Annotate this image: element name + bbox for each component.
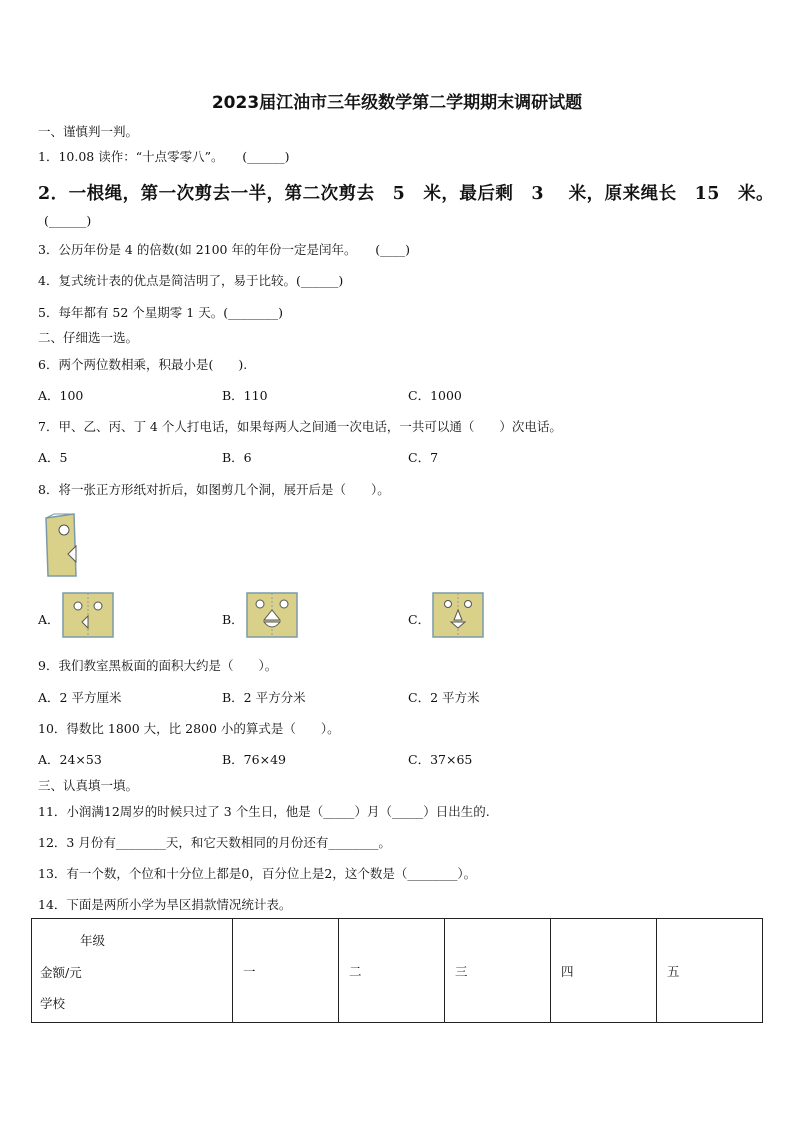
table-row <box>32 919 763 1023</box>
page-title: 2023届江油市三年级数学第二学期期末调研试题 <box>211 93 583 113</box>
question-9: 9．我们教室黑板面的面积大约是（ ）。 <box>38 658 278 673</box>
donation-stats-table <box>31 918 763 1023</box>
question-6-option-a: A．100 <box>38 388 84 403</box>
option-b-unfolded-figure <box>246 592 298 638</box>
question-8: 8．将一张正方形纸对折后，如图剪几个洞，展开后是（ ）。 <box>38 482 390 497</box>
question-13: 13．有一个数，个位和十分位上都是0，百分位上是2，这个数是（________）。 <box>38 866 477 881</box>
question-1: 1．10.08 读作：“十点零零八”。 (______) <box>38 149 290 164</box>
question-7-option-c: C．7 <box>408 450 439 465</box>
question-9-option-b: B．2 平方分米 <box>222 690 306 705</box>
question-10-option-c: C．37×65 <box>408 752 473 767</box>
question-7: 7．甲、乙、丙、丁 4 个人打电话，如果每两人之间通一次电话，一共可以通（ ）次电话。 <box>38 419 562 434</box>
section-heading-choose: 二、仔细选一选。 <box>38 330 139 345</box>
table-header-corner-cell <box>32 919 233 1023</box>
option-c-unfolded-figure <box>432 592 484 638</box>
table-column-grade-5: 五 <box>657 919 763 1023</box>
table-column-grade-3: 三 <box>445 919 551 1023</box>
question-9-option-c: C．2 平方米 <box>408 690 480 705</box>
header-grade-label: 年级 <box>80 933 106 948</box>
section-heading-fill: 三、认真填一填。 <box>38 778 139 793</box>
question-6-option-c: C．1000 <box>408 388 462 403</box>
table-column-grade-4: 四 <box>551 919 657 1023</box>
question-2-blank: (______) <box>44 213 92 228</box>
question-7-option-b: B．6 <box>222 450 252 465</box>
question-6-option-b: B．110 <box>222 388 268 403</box>
section-heading-judge: 一、谨慎判一判。 <box>38 124 139 139</box>
question-10-option-a: A．24×53 <box>38 752 102 767</box>
question-5: 5．每年都有 52 个星期零 1 天。(________) <box>38 305 283 320</box>
question-10-option-b: B．76×49 <box>222 752 286 767</box>
table-column-grade-1: 一 <box>233 919 339 1023</box>
question-7-option-a: A．5 <box>38 450 68 465</box>
question-6: 6．两个两位数相乘，积最小是( ). <box>38 357 248 372</box>
question-9-option-a: A．2 平方厘米 <box>38 690 122 705</box>
table-column-grade-2: 二 <box>339 919 445 1023</box>
header-amount-label: 金额/元 <box>40 965 82 980</box>
question-14: 14．下面是两所小学为旱区捐款情况统计表。 <box>38 897 292 912</box>
question-12: 12．3 月份有________天，和它天数相同的月份还有________。 <box>38 835 391 850</box>
question-11: 11．小润满12周岁的时候只过了 3 个生日，他是（_____）月（_____）日出生的. <box>38 804 490 819</box>
question-2: 2．一根绳，第一次剪去一半，第二次剪去 5 米，最后剩 3 米，原来绳长 15 米。 <box>38 184 774 204</box>
question-10: 10．得数比 1800 大，比 2800 小的算式是（ ）。 <box>38 721 340 736</box>
option-a-unfolded-figure <box>62 592 114 638</box>
question-8-option-a: A． <box>38 612 60 627</box>
question-8-option-c: C． <box>408 612 431 627</box>
question-8-option-b: B． <box>222 612 244 627</box>
folded-paper-figure <box>44 512 80 578</box>
question-3: 3．公历年份是 4 的倍数(如 2100 年的年份一定是闰年。 (____) <box>38 242 410 257</box>
header-school-label: 学校 <box>40 996 66 1011</box>
question-4: 4．复式统计表的优点是简洁明了，易于比较。(______) <box>38 273 344 288</box>
